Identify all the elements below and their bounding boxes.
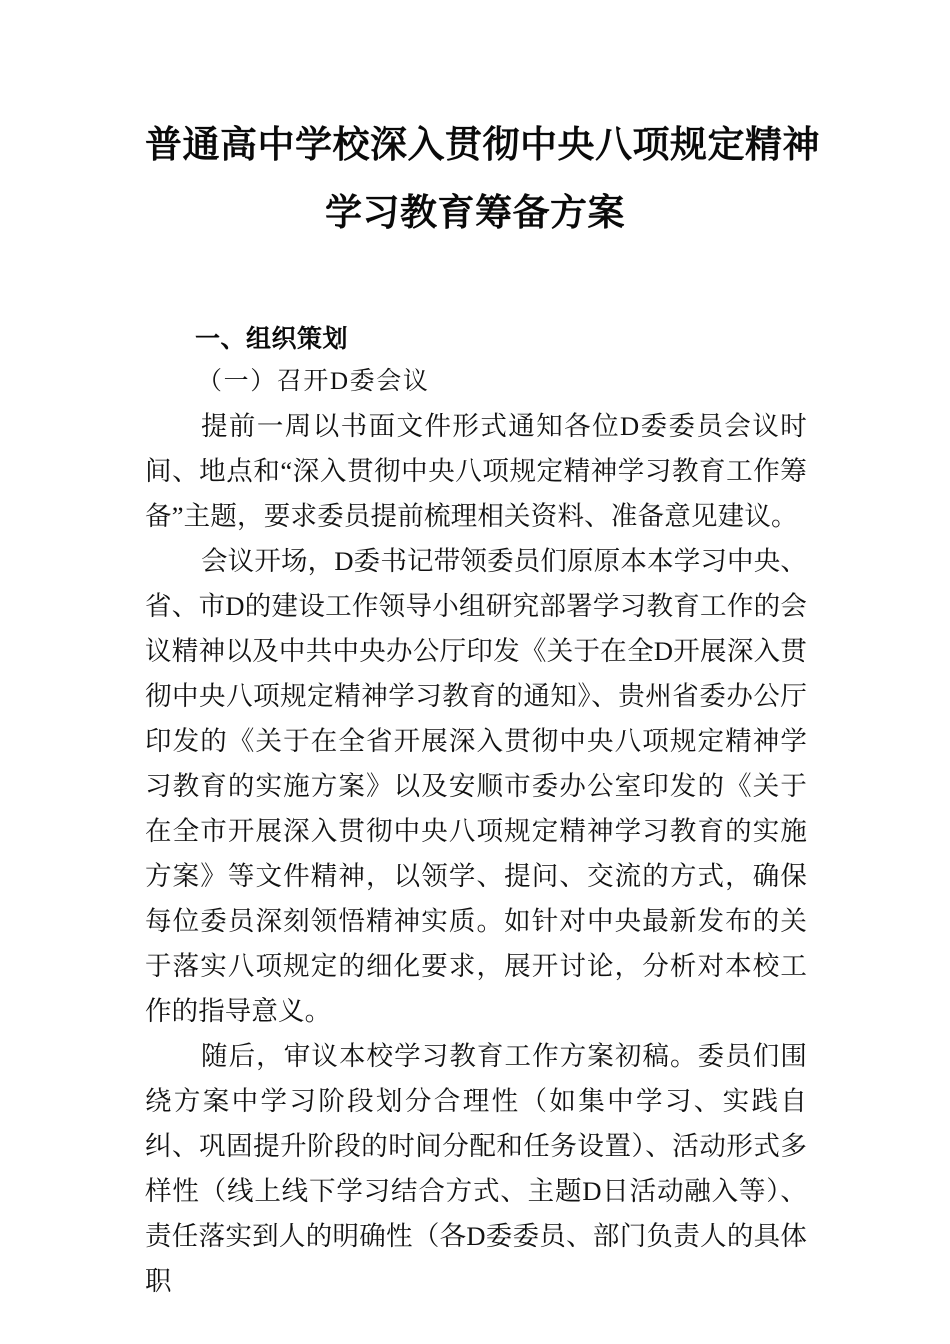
page-title-line-1: 普通高中学校深入贯彻中央八项规定精神 — [145, 125, 820, 166]
page-title — [145, 112, 820, 248]
section-heading-organization-planning: 一、组织策划 — [195, 324, 349, 353]
sub-heading-convene-party-committee-meeting: （一）召开D委会议 — [197, 368, 430, 395]
paragraph-advance-notice: 提前一周以书面文件形式通知各位D委委员会议时间、地点和“深入贯彻中央八项规定精神学习教育工作筹备”主题，要求委员提前梳理相关资料、准备意见建议。 — [145, 411, 807, 531]
page-title-line-2: 学习教育筹备方案 — [325, 193, 625, 234]
paragraph-meeting-opening-study: 会议开场，D委书记带领委员们原原本本学习中央、省、市D的建设工作领导小组研究部署学习教育工作的会议精神以及中共中央办公厅印发《关于在全D开展深入贯彻中央八项规定精神学习教育的通知》、贵州省委办公厅印发的《关于在全省开展深入贯彻中央八项规定精神学习教育的实施方案》以及安顺市委办公室印发的《关于在全市开展深入贯彻中央八项规定精神学习教育的实施方案》等文件精神，以领学、提问、交流的方式，确保每位委员深刻领悟精神实质。如针对中央最新发布的关于落实八项规定的细化要求，展开讨论，分析对本校工作的指导意义。 — [145, 546, 807, 1026]
document-body — [145, 318, 807, 1304]
paragraph-review-draft-plan: 随后，审议本校学习教育工作方案初稿。委员们围绕方案中学习阶段划分合理性（如集中学习、实践自纠、巩固提升阶段的时间分配和任务设置）、活动形式多样性（线上线下学习结合方式、主题D日活动融入等）、责任落实到人的明确性（各D委委员、部门负责人的具体职 — [145, 1041, 807, 1296]
